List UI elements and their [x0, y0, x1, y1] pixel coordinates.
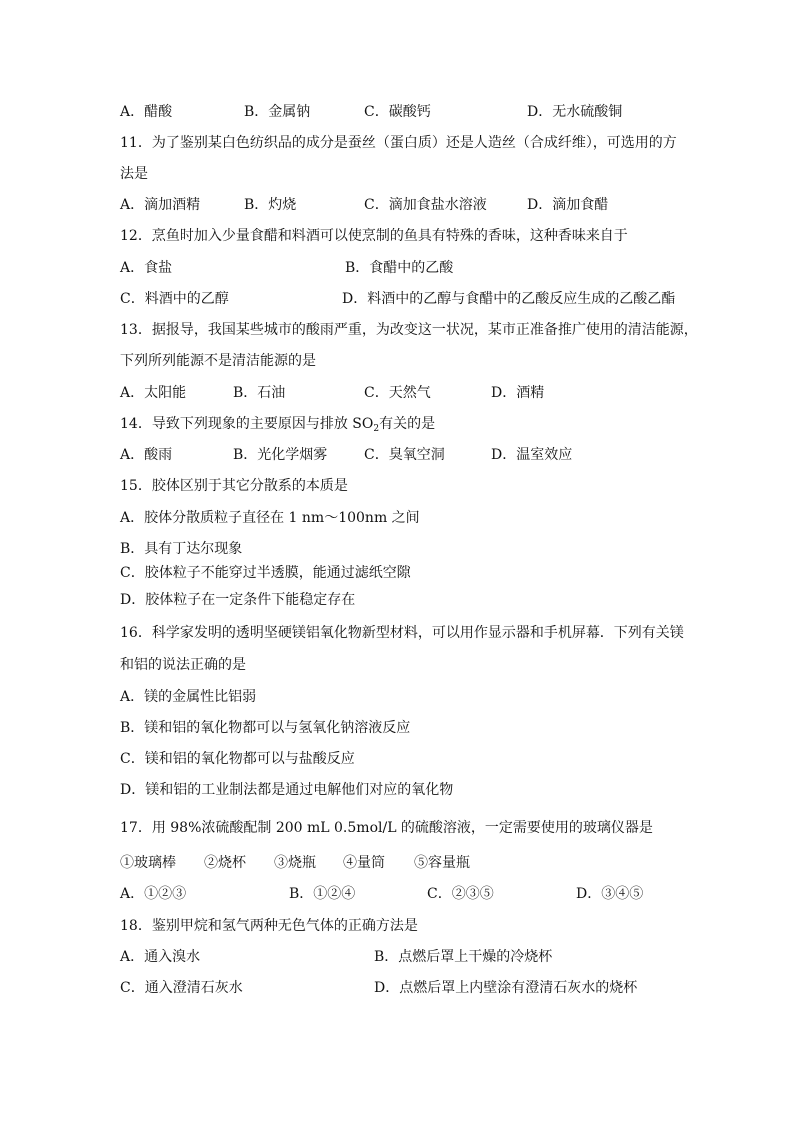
q14-option-b: B．光化学烟雾	[233, 447, 328, 463]
q14-option-d: D．温室效应	[491, 447, 573, 463]
q10-option-d: D．无水硫酸铜	[527, 104, 623, 120]
q10-option-b: B．金属钠	[244, 104, 311, 120]
q11-option-b: B．灼烧	[244, 197, 297, 213]
q13-option-c: C．天然气	[364, 385, 431, 401]
q14-stem-pre: 14．导致下列现象的主要原因与排放 SO	[120, 416, 374, 432]
q17-option-d: D．③④⑤	[576, 886, 644, 902]
q13-option-a: A．太阳能	[120, 385, 187, 401]
q12-stem: 12．烹鱼时加入少量食醋和料酒可以使烹制的鱼具有特殊的香味，这种香味来自于	[120, 228, 628, 244]
q10-option-c: C．碳酸钙	[364, 104, 431, 120]
q12-option-b: B．食醋中的乙酸	[345, 260, 454, 276]
q17-item: ④量筒	[343, 855, 385, 871]
q17-item: ①玻璃棒	[120, 855, 176, 871]
q11-stem-line2: 法是	[120, 166, 148, 182]
q12-option-c: C．料酒中的乙醇	[120, 291, 229, 307]
q15-option-d: D．胶体粒子在一定条件下能稳定存在	[120, 592, 356, 608]
q17-option-c: C．②③⑤	[427, 886, 494, 902]
q11-stem-line1: 11．为了鉴别某白色纺织品的成分是蚕丝（蛋白质）还是人造丝（合成纤维），可选用的方	[120, 135, 677, 151]
q16-option-a: A．镁的金属性比铝弱	[120, 689, 257, 705]
q14-stem-post: 有关的是	[379, 416, 436, 432]
q17-item: ⑤容量瓶	[414, 855, 470, 871]
q11-option-a: A．滴加酒精	[120, 197, 201, 213]
q17-option-b: B．①②④	[289, 886, 356, 902]
q13-stem-line1: 13．据报导，我国某些城市的酸雨严重，为改变这一状况，某市正准备推广使用的清洁能源，	[120, 322, 698, 338]
q13-stem-line2: 下列所列能源不是清洁能源的是	[120, 353, 316, 369]
q17-item: ②烧杯	[204, 855, 246, 871]
q14-option-c: C．臭氧空洞	[364, 447, 445, 463]
q12-option-d: D．料酒中的乙醇与食醋中的乙酸反应生成的乙酸乙酯	[342, 291, 676, 307]
q16-option-c: C．镁和铝的氧化物都可以与盐酸反应	[120, 751, 355, 767]
q16-stem-line2: 和铝的说法正确的是	[120, 657, 246, 673]
q15-stem: 15．胶体区别于其它分散系的本质是	[120, 478, 348, 494]
q10-option-a: A．醋酸	[120, 104, 173, 120]
q15-option-b: B．具有丁达尔现象	[120, 541, 243, 557]
q14-option-a: A．酸雨	[120, 447, 173, 463]
q16-stem-line1: 16．科学家发明的透明坚硬镁铝氧化物新型材料，可以用作显示器和手机屏幕．下列有关镁	[120, 625, 684, 641]
q16-option-d: D．镁和铝的工业制法都是通过电解他们对应的氧化物	[120, 782, 454, 798]
q17-item: ③烧瓶	[274, 855, 316, 871]
q11-option-c: C．滴加食盐水溶液	[364, 197, 487, 213]
q15-option-a: A．胶体分散质粒子直径在 1 nm～100nm 之间	[120, 510, 420, 526]
q11-option-d: D．滴加食醋	[527, 197, 609, 213]
q18-option-a: A．通入溴水	[120, 949, 201, 965]
q18-option-d: D．点燃后罩上内壁涂有澄清石灰水的烧杯	[374, 980, 638, 996]
q15-option-c: C．胶体粒子不能穿过半透膜，能通过滤纸空隙	[120, 565, 411, 581]
q14-stem-subscript: 2	[373, 424, 380, 434]
q14-stem	[120, 415, 435, 433]
q18-option-c: C．通入澄清石灰水	[120, 980, 243, 996]
q13-option-d: D．酒精	[491, 385, 545, 401]
q17-stem: 17．用 98%浓硫酸配制 200 mL 0.5mol/L 的硫酸溶液，一定需要使用的玻璃仪器是	[120, 820, 653, 836]
q13-option-b: B．石油	[233, 385, 286, 401]
q18-option-b: B．点燃后罩上干燥的冷烧杯	[374, 949, 553, 965]
q12-option-a: A．食盐	[120, 260, 173, 276]
q17-option-a: A．①②③	[120, 886, 187, 902]
q18-stem: 18．鉴别甲烷和氢气两种无色气体的正确方法是	[120, 918, 418, 934]
q16-option-b: B．镁和铝的氧化物都可以与氢氧化钠溶液反应	[120, 720, 411, 736]
